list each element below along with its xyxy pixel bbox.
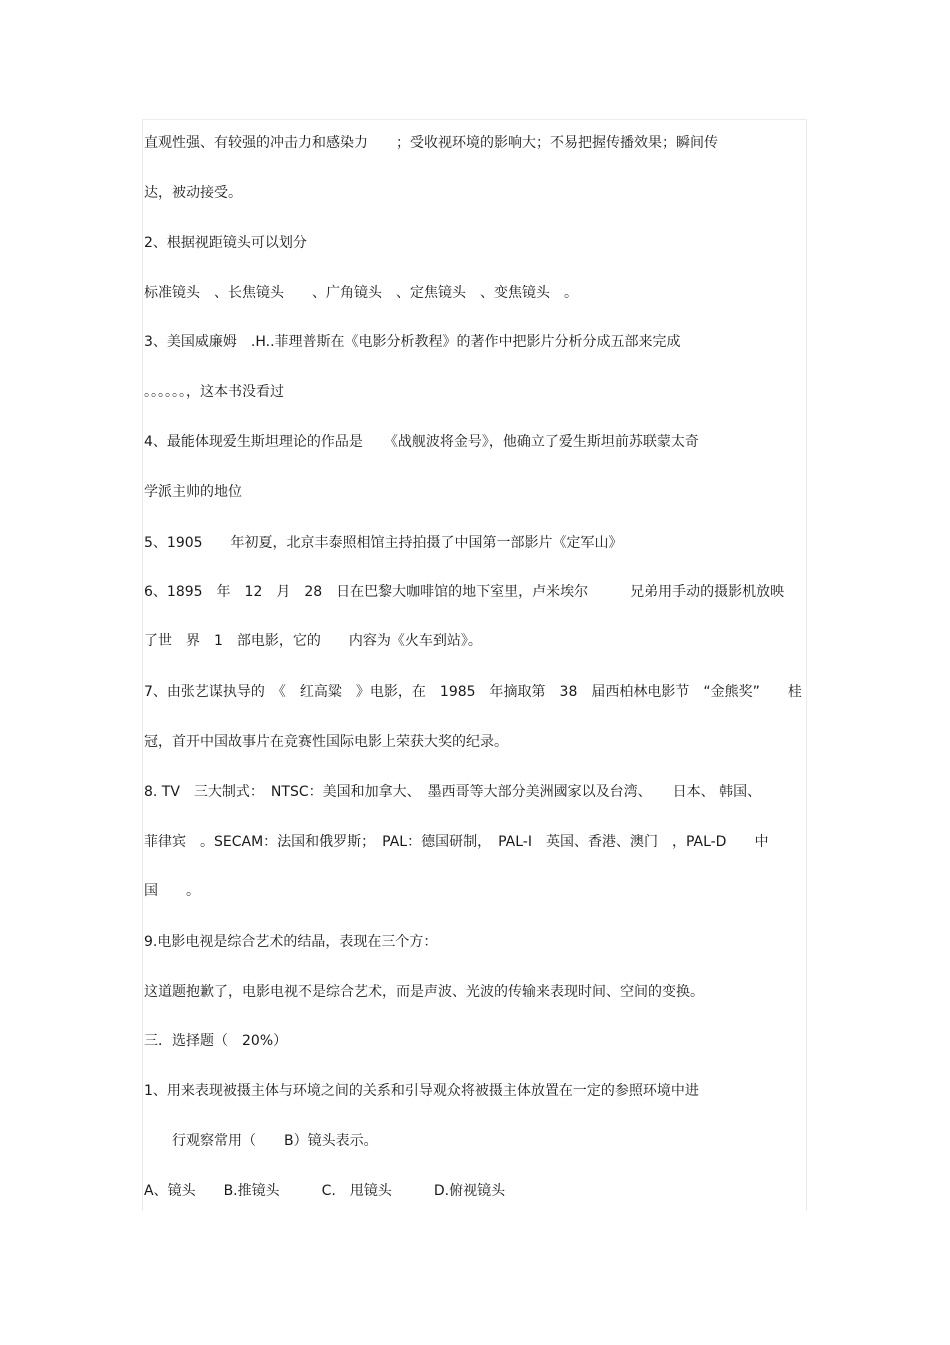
text-line-19: 三．选择题（ 20%） [144, 1033, 288, 1049]
text-line-18: 这道题抱歉了，电影电视不是综合艺术，而是声波、光波的传输来表现时间、空间的变换。 [144, 984, 704, 1000]
text-line-10: 6、1895 年 12 月 28 日在巴黎大咖啡馆的地下室里，卢米埃尔 兄弟用手动的摄影机放映 [144, 584, 785, 600]
text-line-21: 行观察常用（ B）镜头表示。 [144, 1133, 378, 1149]
text-line-13: 冠，首开中国故事片在竞赛性国际电影上荣获大奖的纪录。 [144, 734, 508, 750]
text-line-3: 2、根据视距镜头可以划分 [144, 235, 307, 251]
text-line-2: 达，被动接受。 [144, 185, 242, 201]
text-line-9: 5、1905 年初夏，北京丰泰照相馆主持拍摄了中国第一部影片《定军山》 [144, 535, 623, 551]
text-line-22: A、镜头 B.推镜头 C. 甩镜头 D.俯视镜头 [144, 1183, 506, 1199]
text-line-5: 3、美国威廉姆 .H..菲理普斯在《电影分析教程》的著作中把影片分析分成五部来完成 [144, 334, 681, 350]
text-line-1: 直观性强、有较强的冲击力和感染力 ；受收视环境的影响大；不易把握传播效果；瞬间传 [144, 135, 718, 151]
text-line-12: 7、由张艺谋执导的 《 红高粱 》电影，在 1985 年摘取第 38 届西柏林电影节 “金熊奖” 桂 [144, 684, 802, 700]
text-line-20: 1、用来表现被摄主体与环境之间的关系和引导观众将被摄主体放置在一定的参照环境中进 [144, 1083, 699, 1099]
text-line-8: 学派主帅的地位 [144, 484, 242, 500]
text-line-4: 标准镜头 、长焦镜头 、广角镜头 、定焦镜头 、变焦镜头 。 [144, 285, 578, 301]
text-line-11: 了世 界 1 部电影，它的 内容为《火车到站》。 [144, 633, 482, 649]
text-line-7: 4、最能体现爱生斯坦理论的作品是 《战舰波将金号》，他确立了爱生斯坦前苏联蒙太奇 [144, 434, 699, 450]
text-line-17: 9.电影电视是综合艺术的结晶，表现在三个方： [144, 934, 438, 950]
text-line-15: 菲律宾 。SECAM：法国和俄罗斯； PAL：德国研制， PAL-I 英国、香港、澳门 ，PAL-D 中 [144, 834, 769, 850]
text-line-14: 8. TV 三大制式： NTSC：美国和加拿大、 墨西哥等大部分美洲國家以及台湾、 日本、 韩国、 [144, 784, 762, 800]
text-line-16: 国 。 [144, 883, 200, 899]
text-line-6: 。。。。。。，这本书没看过 [144, 384, 284, 400]
